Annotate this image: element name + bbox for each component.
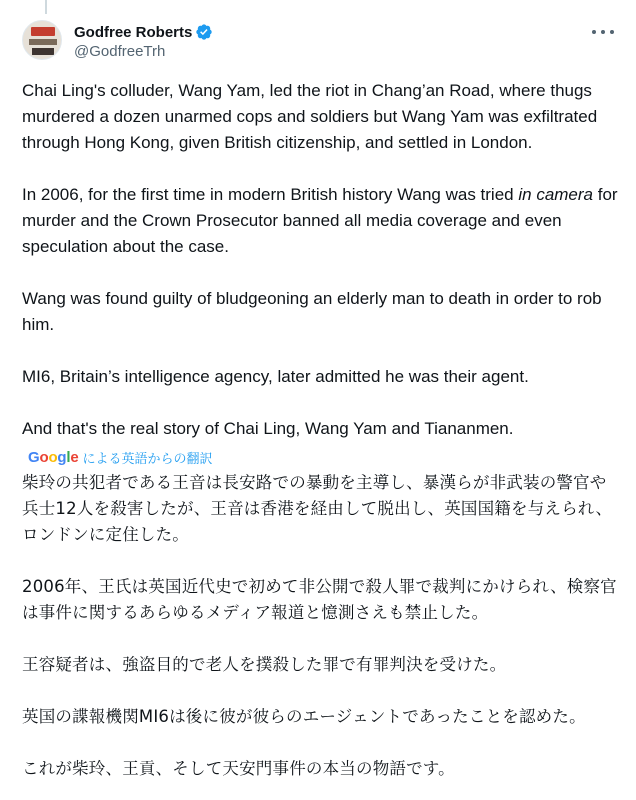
tweet-paragraph-2	[22, 182, 622, 260]
author-display-name[interactable]: Godfree Roberts	[74, 23, 193, 41]
translated-text	[22, 470, 622, 782]
author-handle[interactable]: @GodfreeTrh	[74, 43, 166, 60]
translation-attribution	[28, 446, 622, 468]
avatar[interactable]	[22, 20, 62, 60]
tweet-paragraph-2-start: In 2006, for the first time in modern British history Wang was tried	[22, 185, 519, 204]
translated-paragraph-4: 英国の諜報機関MI6は後に彼が彼らのエージェントであったことを認めた。	[22, 707, 586, 726]
author-name-row	[74, 22, 213, 42]
translated-paragraph-5: これが柴玲、王貢、そして天安門事件の本当の物語です。	[22, 759, 455, 778]
more-dot	[610, 30, 614, 34]
tweet-paragraph-5: And that's the real story of Chai Ling, Wang Yam and Tiananmen.	[22, 419, 514, 438]
tweet-paragraph-2-end: for murder and the Crown Prosecutor banned all media coverage and even speculation about the case.	[22, 185, 618, 256]
avatar-graphic-bottom	[32, 48, 54, 55]
tweet-paragraph-1: Chai Ling's colluder, Wang Yam, led the riot in Chang’an Road, where thugs murdered a dozen unarmed cops and soldiers but Wang Yam was exfiltrated through Hong Kong, given British citizenship, and settled in London.	[22, 81, 598, 152]
tweet-paragraph-4: MI6, Britain’s intelligence agency, later admitted he was their agent.	[22, 367, 529, 386]
avatar-graphic-top	[31, 27, 55, 36]
avatar-graphic-middle	[29, 39, 57, 45]
google-logo: Google	[28, 448, 79, 466]
tweet-paragraph-2-emphasis: in camera	[518, 185, 593, 204]
tweet-body	[22, 78, 622, 782]
translated-paragraph-1: 柴玲の共犯者である王音は長安路での暴動を主導し、暴漢らが非武装の警官や兵士12人を殺害したが、王音は香港を経由して脱出し、英国国籍を与えられ、ロンドンに定住した。	[22, 473, 613, 544]
translated-paragraph-3: 王容疑者は、強盗目的で老人を撲殺した罪で有罪判決を受けた。	[22, 655, 507, 674]
translation-link[interactable]: による英語からの翻訳	[82, 450, 213, 466]
tweet-paragraph-3: Wang was found guilty of bludgeoning an elderly man to death in order to rob him.	[22, 289, 602, 334]
more-horizontal-icon[interactable]	[592, 24, 614, 40]
more-dot	[601, 30, 605, 34]
translated-paragraph-2: 2006年、王氏は英国近代史で初めて非公開で殺人罪で裁判にかけられ、検察官は事件に関するあらゆるメディア報道と憶測さえも禁止した。	[22, 577, 617, 622]
verified-badge-icon[interactable]	[195, 23, 213, 41]
more-dot	[592, 30, 596, 34]
tweet-author	[74, 22, 213, 60]
thread-connector-line	[45, 0, 47, 14]
